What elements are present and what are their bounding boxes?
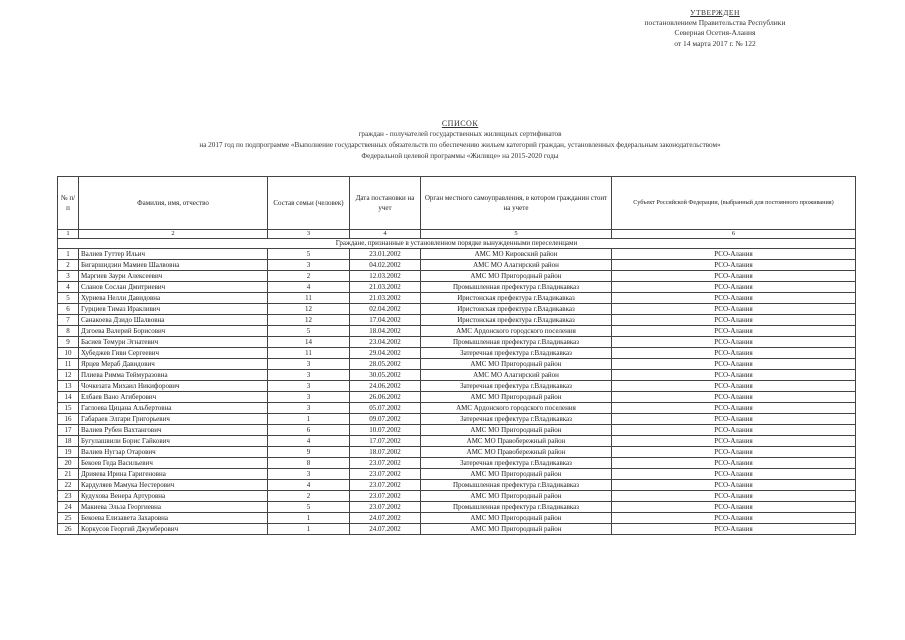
table-row bbox=[58, 513, 856, 524]
header-name: Фамилия, имя, отчество bbox=[79, 177, 268, 230]
row-name: Бекоев Геда Васильевич bbox=[79, 458, 268, 469]
table-header-row bbox=[58, 177, 856, 230]
row-subject: РСО-Алания bbox=[612, 348, 856, 359]
row-number: 11 bbox=[58, 359, 79, 370]
row-number: 14 bbox=[58, 392, 79, 403]
header-date: Дата постановки на учет bbox=[350, 177, 421, 230]
table-row bbox=[58, 337, 856, 348]
table-row bbox=[58, 414, 856, 425]
row-subject: РСО-Алания bbox=[612, 337, 856, 348]
row-date: 26.06.2002 bbox=[350, 392, 421, 403]
row-date: 28.05.2002 bbox=[350, 359, 421, 370]
row-family-size: 11 bbox=[268, 348, 350, 359]
column-number: 5 bbox=[421, 230, 612, 239]
column-number-row bbox=[58, 230, 856, 239]
row-subject: РСО-Алания bbox=[612, 447, 856, 458]
row-family-size: 2 bbox=[268, 271, 350, 282]
row-name: Кудухова Венера Артуровна bbox=[79, 491, 268, 502]
row-number: 6 bbox=[58, 304, 79, 315]
title-line-2: на 2017 год по подпрограмме «Выполнение государственных обязательств по обеспечению жильем категорий граждан, установленных федеральным законодательством» bbox=[199, 140, 721, 149]
row-name: Басиев Темури Эгнатевич bbox=[79, 337, 268, 348]
row-name: Дрияева Ирина Гаригеновна bbox=[79, 469, 268, 480]
table-row bbox=[58, 403, 856, 414]
row-name: Габараев Элгари Григорьевич bbox=[79, 414, 268, 425]
header-family: Состав семьи (человек) bbox=[268, 177, 350, 230]
row-subject: РСО-Алания bbox=[612, 370, 856, 381]
row-family-size: 4 bbox=[268, 480, 350, 491]
row-date: 21.03.2002 bbox=[350, 293, 421, 304]
row-family-size: 1 bbox=[268, 414, 350, 425]
row-number: 7 bbox=[58, 315, 79, 326]
row-family-size: 9 bbox=[268, 447, 350, 458]
row-name: Елбаев Вано Агиберович bbox=[79, 392, 268, 403]
row-date: 12.03.2002 bbox=[350, 271, 421, 282]
row-subject: РСО-Алания bbox=[612, 469, 856, 480]
row-subject: РСО-Алания bbox=[612, 304, 856, 315]
row-family-size: 4 bbox=[268, 282, 350, 293]
table-row bbox=[58, 315, 856, 326]
row-organization: АМС МО Пригородный район bbox=[421, 392, 612, 403]
row-family-size: 3 bbox=[268, 370, 350, 381]
row-date: 23.07.2002 bbox=[350, 491, 421, 502]
row-date: 23.07.2002 bbox=[350, 469, 421, 480]
row-name: Санакоева Дзидо Шалвовна bbox=[79, 315, 268, 326]
column-number: 6 bbox=[612, 230, 856, 239]
row-organization: Затеречная префектура г.Владикавказ bbox=[421, 414, 612, 425]
row-subject: РСО-Алания bbox=[612, 425, 856, 436]
row-name: Маргиев Заури Алексеевич bbox=[79, 271, 268, 282]
header-subject: Субъект Российской Федерации, (выбранный для постоянного проживания) bbox=[612, 177, 856, 230]
row-number: 15 bbox=[58, 403, 79, 414]
column-number: 4 bbox=[350, 230, 421, 239]
row-organization: Промышленная префектура г.Владикавказ bbox=[421, 337, 612, 348]
row-name: Плиева Римма Теймуразовна bbox=[79, 370, 268, 381]
row-family-size: 8 bbox=[268, 458, 350, 469]
row-organization: Затеречная префектура г.Владикавказ bbox=[421, 381, 612, 392]
row-number: 23 bbox=[58, 491, 79, 502]
row-subject: РСО-Алания bbox=[612, 326, 856, 337]
row-name: Хуриева Нелли Давидовна bbox=[79, 293, 268, 304]
row-organization: АМС МО Пригородный район bbox=[421, 425, 612, 436]
row-number: 2 bbox=[58, 260, 79, 271]
table-row bbox=[58, 480, 856, 491]
row-subject: РСО-Алания bbox=[612, 502, 856, 513]
approval-line-3: от 14 марта 2017 г. № 122 bbox=[674, 38, 756, 48]
row-number: 8 bbox=[58, 326, 79, 337]
row-name: Бекоева Елизавета Захаровна bbox=[79, 513, 268, 524]
row-organization: Иристонская префектура г.Владикавказ bbox=[421, 293, 612, 304]
table-row bbox=[58, 458, 856, 469]
row-date: 18.07.2002 bbox=[350, 447, 421, 458]
row-organization: АМС МО Пригородный район bbox=[421, 271, 612, 282]
row-date: 23.07.2002 bbox=[350, 458, 421, 469]
row-date: 04.02.2002 bbox=[350, 260, 421, 271]
table-row bbox=[58, 491, 856, 502]
table-row bbox=[58, 326, 856, 337]
row-name: Сланов Сослан Дмитриевич bbox=[79, 282, 268, 293]
row-number: 24 bbox=[58, 502, 79, 513]
row-organization: Затеречная префектура г.Владикавказ bbox=[421, 348, 612, 359]
document-title: СПИСОК bbox=[441, 119, 479, 128]
row-number: 1 bbox=[58, 249, 79, 260]
row-family-size: 1 bbox=[268, 524, 350, 535]
table-row bbox=[58, 249, 856, 260]
row-date: 30.05.2002 bbox=[350, 370, 421, 381]
table-row bbox=[58, 502, 856, 513]
table-row bbox=[58, 293, 856, 304]
row-family-size: 3 bbox=[268, 359, 350, 370]
row-date: 24.07.2002 bbox=[350, 513, 421, 524]
table-row bbox=[58, 282, 856, 293]
approval-stamp bbox=[600, 8, 830, 49]
title-line-3: Федеральной целевой программы «Жилище» на 2015-2020 годы bbox=[361, 151, 559, 160]
row-date: 17.04.2002 bbox=[350, 315, 421, 326]
row-name: Хубеджев Гиви Сергеевич bbox=[79, 348, 268, 359]
row-name: Дзгоева Валерий Борисович bbox=[79, 326, 268, 337]
row-date: 23.07.2002 bbox=[350, 480, 421, 491]
row-organization: Иристонская префектура г.Владикавказ bbox=[421, 304, 612, 315]
row-number: 25 bbox=[58, 513, 79, 524]
row-name: Валиев Рубен Вахтангович bbox=[79, 425, 268, 436]
approval-line-1: постановлением Правительства Республики bbox=[644, 18, 786, 28]
row-family-size: 5 bbox=[268, 249, 350, 260]
section-title: Граждане, признанные в установленном порядке вынужденными переселенцами bbox=[58, 239, 856, 249]
row-family-size: 3 bbox=[268, 381, 350, 392]
row-family-size: 4 bbox=[268, 436, 350, 447]
row-family-size: 14 bbox=[268, 337, 350, 348]
row-number: 18 bbox=[58, 436, 79, 447]
row-subject: РСО-Алания bbox=[612, 458, 856, 469]
row-family-size: 11 bbox=[268, 293, 350, 304]
row-organization: Затеречная префектура г.Владикавказ bbox=[421, 458, 612, 469]
table-row bbox=[58, 436, 856, 447]
row-family-size: 1 bbox=[268, 513, 350, 524]
row-date: 23.01.2002 bbox=[350, 249, 421, 260]
row-name: Гаглоева Цицана Альбертовна bbox=[79, 403, 268, 414]
column-number: 1 bbox=[58, 230, 79, 239]
table-row bbox=[58, 469, 856, 480]
row-family-size: 5 bbox=[268, 502, 350, 513]
row-subject: РСО-Алания bbox=[612, 381, 856, 392]
column-number: 2 bbox=[79, 230, 268, 239]
table-row bbox=[58, 447, 856, 458]
row-number: 4 bbox=[58, 282, 79, 293]
table-row bbox=[58, 524, 856, 535]
row-family-size: 3 bbox=[268, 469, 350, 480]
row-number: 9 bbox=[58, 337, 79, 348]
row-number: 10 bbox=[58, 348, 79, 359]
row-date: 24.07.2002 bbox=[350, 524, 421, 535]
row-subject: РСО-Алания bbox=[612, 480, 856, 491]
row-organization: АМС МО Пригородный район bbox=[421, 469, 612, 480]
row-subject: РСО-Алания bbox=[612, 403, 856, 414]
row-organization: Промышленная префектура г.Владикавказ bbox=[421, 480, 612, 491]
row-organization: АМС МО Правобережный район bbox=[421, 436, 612, 447]
row-family-size: 3 bbox=[268, 260, 350, 271]
row-date: 21.03.2002 bbox=[350, 282, 421, 293]
row-subject: РСО-Алания bbox=[612, 293, 856, 304]
row-organization: АМС МО Пригородный район bbox=[421, 491, 612, 502]
row-organization: АМС МО Правобережный район bbox=[421, 447, 612, 458]
row-organization: АМС Ардонского городского поселения bbox=[421, 326, 612, 337]
table-row bbox=[58, 271, 856, 282]
row-organization: АМС МО Пригородный район bbox=[421, 513, 612, 524]
table-row bbox=[58, 381, 856, 392]
row-name: Чочкезата Михаил Никифорович bbox=[79, 381, 268, 392]
table-row bbox=[58, 392, 856, 403]
column-number: 3 bbox=[268, 230, 350, 239]
row-number: 13 bbox=[58, 381, 79, 392]
row-number: 12 bbox=[58, 370, 79, 381]
row-number: 21 bbox=[58, 469, 79, 480]
document-title-block bbox=[40, 118, 880, 161]
row-organization: АМС МО Алагирский район bbox=[421, 260, 612, 271]
row-name: Коркусов Георгий Джумберович bbox=[79, 524, 268, 535]
row-organization: АМС МО Пригородный район bbox=[421, 524, 612, 535]
row-date: 18.04.2002 bbox=[350, 326, 421, 337]
row-organization: Промышленная префектура г.Владикавказ bbox=[421, 502, 612, 513]
row-organization: АМС Ардонского городского поселения bbox=[421, 403, 612, 414]
table-row bbox=[58, 359, 856, 370]
row-subject: РСО-Алания bbox=[612, 392, 856, 403]
row-organization: АМС МО Пригородный район bbox=[421, 359, 612, 370]
row-number: 20 bbox=[58, 458, 79, 469]
row-subject: РСО-Алания bbox=[612, 414, 856, 425]
row-number: 26 bbox=[58, 524, 79, 535]
header-num: № п/п bbox=[58, 177, 79, 230]
table-row bbox=[58, 425, 856, 436]
row-organization: АМС МО Кировский район bbox=[421, 249, 612, 260]
row-number: 16 bbox=[58, 414, 79, 425]
row-date: 09.07.2002 bbox=[350, 414, 421, 425]
row-date: 10.07.2002 bbox=[350, 425, 421, 436]
approval-line-2: Северная Осетия-Алания bbox=[674, 28, 756, 38]
row-date: 17.07.2002 bbox=[350, 436, 421, 447]
row-name: Кардуляев Мамука Нестерович bbox=[79, 480, 268, 491]
row-subject: РСО-Алания bbox=[612, 260, 856, 271]
row-subject: РСО-Алания bbox=[612, 271, 856, 282]
section-row bbox=[58, 239, 856, 249]
row-subject: РСО-Алания bbox=[612, 524, 856, 535]
row-family-size: 3 bbox=[268, 392, 350, 403]
row-number: 17 bbox=[58, 425, 79, 436]
table-row bbox=[58, 348, 856, 359]
row-number: 22 bbox=[58, 480, 79, 491]
row-family-size: 12 bbox=[268, 304, 350, 315]
table-row bbox=[58, 370, 856, 381]
row-organization: АМС МО Алагирский район bbox=[421, 370, 612, 381]
row-subject: РСО-Алания bbox=[612, 491, 856, 502]
row-number: 5 bbox=[58, 293, 79, 304]
row-number: 3 bbox=[58, 271, 79, 282]
row-date: 23.04.2002 bbox=[350, 337, 421, 348]
row-name: Бигаршидзин Мамиев Шалвовна bbox=[79, 260, 268, 271]
row-name: Валиев Гуттер Ильич bbox=[79, 249, 268, 260]
row-name: Гурциев Тимаз Иракливич bbox=[79, 304, 268, 315]
row-name: Ярцев Мераб Давидович bbox=[79, 359, 268, 370]
row-name: Валиев Нугзар Отарович bbox=[79, 447, 268, 458]
row-family-size: 6 bbox=[268, 425, 350, 436]
row-number: 19 bbox=[58, 447, 79, 458]
title-line-1: граждан - получателей государственных жилищных сертификатов bbox=[358, 130, 562, 138]
row-subject: РСО-Алания bbox=[612, 282, 856, 293]
row-subject: РСО-Алания bbox=[612, 249, 856, 260]
row-name: Макиева Эльза Георгиевна bbox=[79, 502, 268, 513]
row-name: Бугулашвили Борис Гайкович bbox=[79, 436, 268, 447]
row-date: 23.07.2002 bbox=[350, 502, 421, 513]
row-family-size: 3 bbox=[268, 403, 350, 414]
row-subject: РСО-Алания bbox=[612, 315, 856, 326]
row-organization: Промышленная префектура г.Владикавказ bbox=[421, 282, 612, 293]
row-organization: Иристонская префектура г.Владикавказ bbox=[421, 315, 612, 326]
row-date: 29.04.2002 bbox=[350, 348, 421, 359]
row-family-size: 5 bbox=[268, 326, 350, 337]
row-date: 05.07.2002 bbox=[350, 403, 421, 414]
table-row bbox=[58, 304, 856, 315]
row-family-size: 2 bbox=[268, 491, 350, 502]
table-row bbox=[58, 260, 856, 271]
row-family-size: 12 bbox=[268, 315, 350, 326]
row-date: 02.04.2002 bbox=[350, 304, 421, 315]
recipients-table bbox=[57, 176, 856, 535]
approval-heading: УТВЕРЖДЕН bbox=[690, 8, 740, 17]
row-subject: РСО-Алания bbox=[612, 359, 856, 370]
row-subject: РСО-Алания bbox=[612, 436, 856, 447]
row-date: 24.06.2002 bbox=[350, 381, 421, 392]
header-org: Орган местного самоуправления, в котором гражданин стоит на учете bbox=[421, 177, 612, 230]
row-subject: РСО-Алания bbox=[612, 513, 856, 524]
